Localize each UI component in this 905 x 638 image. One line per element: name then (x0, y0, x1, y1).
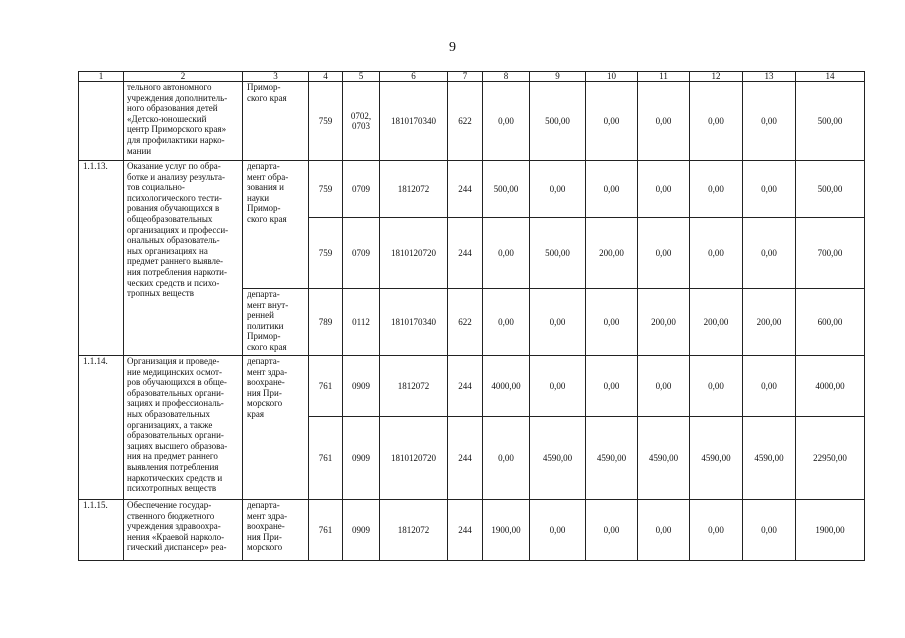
column-number: 12 (690, 72, 743, 82)
cell-c7: 622 (448, 289, 483, 356)
cell-c6: 1812072 (380, 161, 448, 218)
cell-c11: 0,00 (638, 82, 690, 161)
column-number: 2 (124, 72, 243, 82)
measure-description: Организация и проведе- ние медицинских осмот- ров обучающихся в обще- образовательных органи- зациях и профессиональ- ных образовательных организациях, а также образовательных органи- зациях высшего образова- ния на предмет раннего выявления потребления наркотических средств и психотропных веществ (124, 356, 243, 500)
table-row (79, 356, 865, 417)
cell-c11: 0,00 (638, 218, 690, 289)
column-number: 6 (380, 72, 448, 82)
row-number (79, 82, 124, 161)
column-number: 10 (586, 72, 638, 82)
cell-c4: 759 (309, 161, 343, 218)
cell-c4: 759 (309, 218, 343, 289)
cell-c10: 0,00 (586, 356, 638, 417)
row-number: 1.1.15. (79, 500, 124, 561)
cell-c8: 500,00 (483, 161, 530, 218)
cell-c13: 0,00 (743, 82, 796, 161)
cell-c11: 4590,00 (638, 417, 690, 500)
cell-c10: 200,00 (586, 218, 638, 289)
cell-c7: 244 (448, 218, 483, 289)
cell-c10: 0,00 (586, 500, 638, 561)
cell-c13: 0,00 (743, 161, 796, 218)
cell-c14: 1900,00 (796, 500, 865, 561)
measure-description: Обеспечение государ- ственного бюджетного учреждения здравоохра- нения «Краевой нарколо- гический диспансер» реа- (124, 500, 243, 561)
cell-c13: 4590,00 (743, 417, 796, 500)
cell-c13: 200,00 (743, 289, 796, 356)
cell-c5: 0709 (343, 218, 380, 289)
measure-description: тельного автономного учреждения дополнитель- ного образования детей «Детско-юношеский центр Приморского края» для профилактики нарко- мании (124, 82, 243, 161)
column-number: 8 (483, 72, 530, 82)
cell-c12: 0,00 (690, 218, 743, 289)
cell-c11: 0,00 (638, 500, 690, 561)
cell-c12: 0,00 (690, 356, 743, 417)
cell-c8: 0,00 (483, 82, 530, 161)
budget-table (78, 71, 865, 561)
cell-c14: 4000,00 (796, 356, 865, 417)
cell-c4: 761 (309, 356, 343, 417)
column-number: 3 (243, 72, 309, 82)
measure-description: Оказание услуг по обра- ботке и анализу результа- тов социально- психологического тести- рования обучающихся в общеобразовательных организациях и професси- ональных образователь- ных организациях на предмет раннего выявле- ния потребления наркоти- ческих средств и психо- тропных веществ (124, 161, 243, 356)
cell-c12: 0,00 (690, 161, 743, 218)
cell-c9: 500,00 (530, 218, 586, 289)
row-number: 1.1.14. (79, 356, 124, 500)
executor: департа- мент здра- воохране- ния При- морского края (243, 356, 309, 500)
cell-c10: 4590,00 (586, 417, 638, 500)
cell-c4: 761 (309, 500, 343, 561)
cell-c13: 0,00 (743, 356, 796, 417)
cell-c8: 4000,00 (483, 356, 530, 417)
cell-c9: 0,00 (530, 356, 586, 417)
table-row (79, 500, 865, 561)
cell-c12: 200,00 (690, 289, 743, 356)
cell-c11: 200,00 (638, 289, 690, 356)
cell-c12: 0,00 (690, 82, 743, 161)
cell-c9: 0,00 (530, 161, 586, 218)
cell-c8: 0,00 (483, 218, 530, 289)
executor: департа- мент обра- зования и науки Примор- ского края (243, 161, 309, 289)
table-row (79, 161, 865, 218)
cell-c9: 4590,00 (530, 417, 586, 500)
cell-c8: 0,00 (483, 289, 530, 356)
table-row (79, 82, 865, 161)
page-number: 9 (449, 40, 456, 55)
column-number: 14 (796, 72, 865, 82)
cell-c6: 1810170340 (380, 289, 448, 356)
cell-c10: 0,00 (586, 289, 638, 356)
cell-c10: 0,00 (586, 161, 638, 218)
cell-c7: 622 (448, 82, 483, 161)
cell-c5: 0909 (343, 356, 380, 417)
cell-c6: 1812072 (380, 356, 448, 417)
column-number: 4 (309, 72, 343, 82)
cell-c8: 0,00 (483, 417, 530, 500)
row-number: 1.1.13. (79, 161, 124, 356)
cell-c6: 1810120720 (380, 417, 448, 500)
cell-c7: 244 (448, 356, 483, 417)
cell-c5: 0909 (343, 417, 380, 500)
cell-c14: 500,00 (796, 161, 865, 218)
column-number: 9 (530, 72, 586, 82)
column-number: 1 (79, 72, 124, 82)
cell-c14: 22950,00 (796, 417, 865, 500)
cell-c6: 1810170340 (380, 82, 448, 161)
cell-c6: 1810120720 (380, 218, 448, 289)
cell-c5: 0112 (343, 289, 380, 356)
column-number: 11 (638, 72, 690, 82)
column-number-row (79, 72, 865, 82)
cell-c4: 759 (309, 82, 343, 161)
cell-c9: 500,00 (530, 82, 586, 161)
executor: департа- мент здра- воохране- ния При- морского (243, 500, 309, 561)
cell-c9: 0,00 (530, 500, 586, 561)
cell-c5: 0709 (343, 161, 380, 218)
executor: департа- мент внут- ренней политики Примор- ского края (243, 289, 309, 356)
cell-c10: 0,00 (586, 82, 638, 161)
cell-c12: 4590,00 (690, 417, 743, 500)
cell-c14: 500,00 (796, 82, 865, 161)
cell-c12: 0,00 (690, 500, 743, 561)
cell-c6: 1812072 (380, 500, 448, 561)
cell-c5: 0909 (343, 500, 380, 561)
cell-c4: 761 (309, 417, 343, 500)
cell-c8: 1900,00 (483, 500, 530, 561)
column-number: 13 (743, 72, 796, 82)
cell-c14: 600,00 (796, 289, 865, 356)
cell-c7: 244 (448, 417, 483, 500)
cell-c9: 0,00 (530, 289, 586, 356)
cell-c13: 0,00 (743, 218, 796, 289)
cell-c7: 244 (448, 500, 483, 561)
cell-c14: 700,00 (796, 218, 865, 289)
cell-c11: 0,00 (638, 356, 690, 417)
column-number: 7 (448, 72, 483, 82)
executor: Примор- ского края (243, 82, 309, 161)
column-number: 5 (343, 72, 380, 82)
cell-c13: 0,00 (743, 500, 796, 561)
cell-c11: 0,00 (638, 161, 690, 218)
cell-c4: 789 (309, 289, 343, 356)
cell-c5: 0702, 0703 (343, 82, 380, 161)
cell-c7: 244 (448, 161, 483, 218)
